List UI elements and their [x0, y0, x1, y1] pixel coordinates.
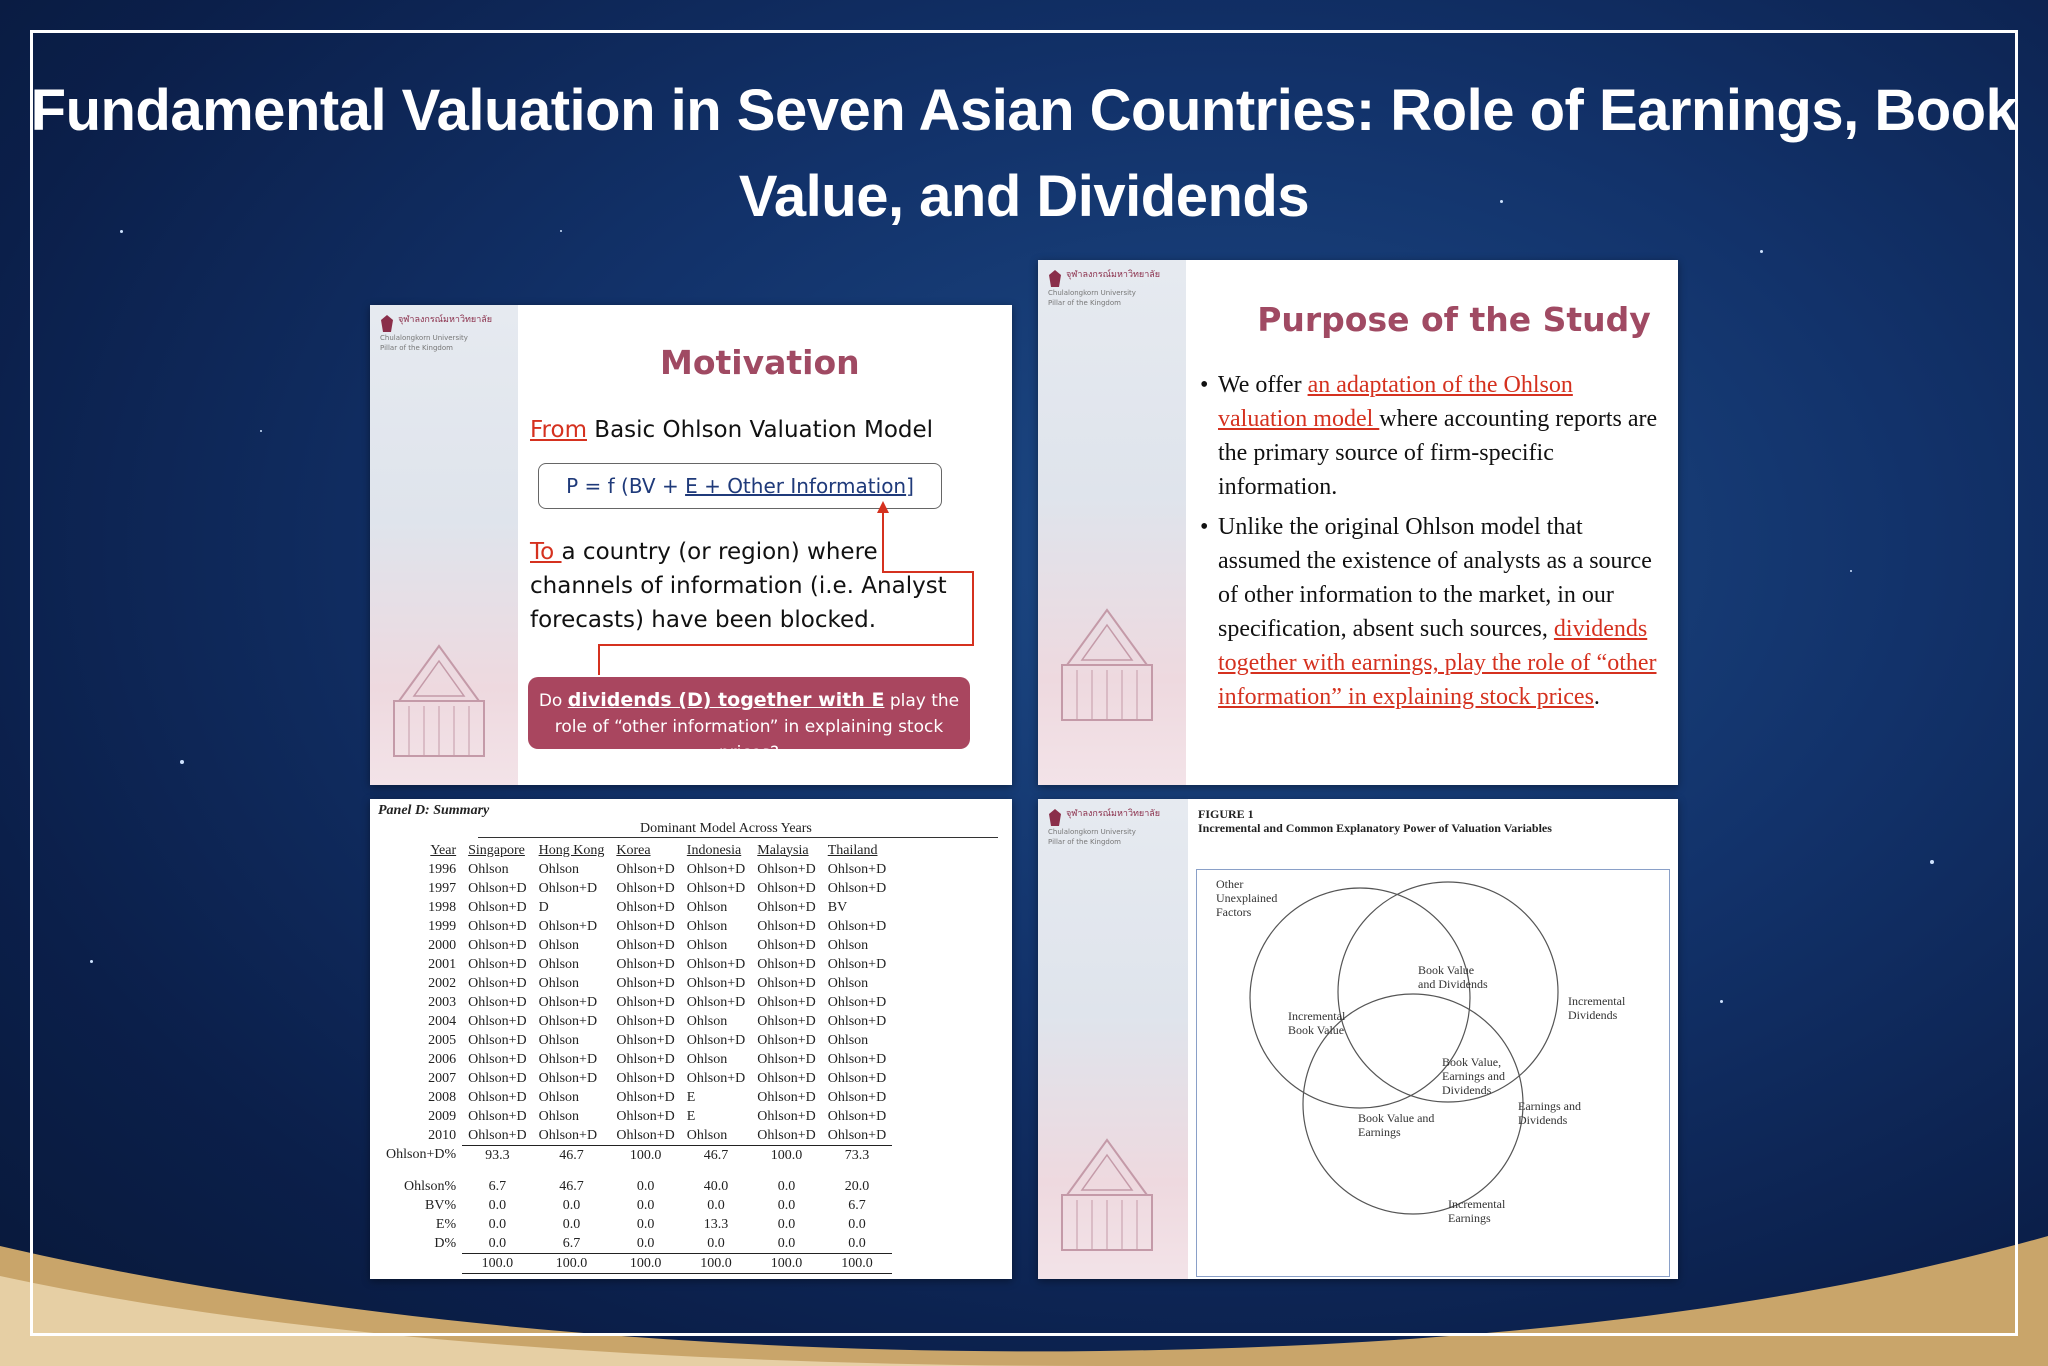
table-cell: Ohlson+D	[616, 1127, 675, 1143]
table-cell: Ohlson+D	[686, 861, 746, 877]
table-cell: Ohlson+D	[468, 956, 527, 972]
table-cell: Ohlson+D	[827, 918, 887, 934]
table-cell: 0.0	[777, 1197, 796, 1213]
table-cell: Ohlson	[686, 918, 728, 934]
table-row	[380, 1126, 892, 1146]
bullet-1-text-a: We offer	[1218, 372, 1308, 398]
table-row	[380, 1031, 892, 1050]
table-cell: Ohlson+D	[468, 1051, 527, 1067]
table-cell: 100.0	[822, 1254, 892, 1274]
table-row	[380, 955, 892, 974]
slide-purpose	[1038, 260, 1678, 785]
table-cell: Ohlson	[827, 1032, 869, 1048]
table-cell: Ohlson+D	[827, 861, 887, 877]
table-header-cell: Thailand	[827, 842, 878, 858]
table-cell: Ohlson+D	[757, 1032, 816, 1048]
table-cell: 0.0	[751, 1234, 821, 1254]
table-cell: 2003	[428, 994, 457, 1010]
table-cell: 46.7	[533, 1146, 611, 1166]
table-cell: Ohlson+D	[757, 1089, 816, 1105]
table-cell: Ohlson+D	[827, 1070, 887, 1086]
label-all-three: Book Value, Earnings and Dividends	[1442, 1055, 1505, 1097]
table-header-cell: Indonesia	[686, 842, 742, 858]
table-cell: 2006	[428, 1051, 457, 1067]
table-cell: Ohlson+D	[538, 880, 598, 896]
label-inc-bv: Incremental Book Value	[1288, 1009, 1346, 1037]
table-cell: 2000	[428, 937, 457, 953]
table-cell: 2004	[428, 1013, 457, 1029]
slide-title: Motivation	[660, 343, 860, 382]
table-cell: 100.0	[533, 1254, 611, 1274]
university-name-en: Chulalongkorn University	[1048, 828, 1136, 836]
table-row	[380, 1234, 892, 1254]
university-name-th: จุฬาลงกรณ์มหาวิทยาลัย	[1066, 270, 1161, 280]
table-cell: 0.0	[562, 1197, 581, 1213]
bullet-2-text-a: Unlike the original Ohlson model that assumed the existence of analysts as a source of other information to the market, in our specification, absent such sources,	[1218, 514, 1652, 642]
table-cell: Ohlson	[538, 937, 580, 953]
table-cell: 0.0	[822, 1234, 892, 1254]
table-cell: Ohlson+D	[757, 975, 816, 991]
label-earn-div: Earnings and Dividends	[1518, 1099, 1581, 1127]
table-cell: Ohlson	[686, 1051, 728, 1067]
table-cell: Ohlson+D	[538, 1013, 598, 1029]
table-cell: 0.0	[562, 1216, 581, 1232]
table-cell: 100.0	[610, 1146, 680, 1166]
table-row	[380, 1012, 892, 1031]
table-cell: E%	[435, 1216, 457, 1232]
table-cell: Ohlson+D	[538, 1051, 598, 1067]
table-cell: Ohlson	[468, 861, 509, 877]
to-rest: a country (or region) where channels of information (i.e. Analyst forecasts) have been blocked.	[530, 539, 947, 633]
table-cell: Ohlson+D	[616, 975, 675, 991]
slide-motivation	[370, 305, 1012, 785]
table-cell: Ohlson+D%	[386, 1147, 457, 1163]
table-cell: 13.3	[703, 1216, 729, 1232]
table-cell: D	[538, 899, 549, 915]
circle-book-value	[1250, 888, 1470, 1108]
spacer-row	[380, 1165, 892, 1177]
table-cell: Ohlson+D	[757, 994, 816, 1010]
table-cell: Ohlson+D	[616, 956, 675, 972]
table-header-cell: Hong Kong	[538, 842, 605, 858]
table-cell: 2009	[428, 1108, 457, 1124]
table-cell: Ohlson+D	[686, 956, 746, 972]
table-cell: 1999	[428, 918, 457, 934]
figure-caption: Incremental and Common Explanatory Power of Valuation Variables	[1198, 821, 1552, 835]
table-cell: Ohlson+D	[827, 994, 887, 1010]
table-row	[380, 860, 892, 879]
table-row	[380, 1088, 892, 1107]
table-row	[380, 1069, 892, 1088]
table-cell: Ohlson+D	[616, 918, 675, 934]
table-cell: 0.0	[488, 1216, 507, 1232]
formula-prefix: P = f (BV +	[566, 474, 686, 498]
university-tagline: Pillar of the Kingdom	[380, 344, 453, 352]
table-cell: 1998	[428, 899, 457, 915]
table-cell: Ohlson+D	[468, 975, 527, 991]
bullet-1-link: an adaptation of the Ohlson valuation model	[1218, 372, 1573, 432]
table-cell: 0.0	[462, 1234, 532, 1254]
table-cell: Ohlson+D	[616, 1089, 675, 1105]
table-cell: Ohlson+D	[468, 1013, 527, 1029]
table-cell: Ohlson+D	[616, 899, 675, 915]
purpose-bullets	[1200, 368, 1660, 714]
university-name-th: จุฬาลงกรณ์มหาวิทยาลัย	[398, 315, 493, 325]
table-cell: Ohlson+D	[468, 937, 527, 953]
table-cell: Ohlson+D	[757, 1070, 816, 1086]
table-cell: E	[686, 1108, 696, 1124]
table-cell: Ohlson+D	[616, 1108, 675, 1124]
table-cell: 6.7	[533, 1234, 611, 1254]
label-inc-div: Incremental Dividends	[1568, 994, 1626, 1022]
table-cell: Ohlson+D	[827, 1013, 887, 1029]
table-header-cell: Malaysia	[757, 842, 809, 858]
table-cell: 2002	[428, 975, 457, 991]
table-cell: Ohlson+D	[757, 1013, 816, 1029]
table-row	[380, 1050, 892, 1069]
table-cell: Ohlson+D	[616, 994, 675, 1010]
table-cell: BV%	[425, 1197, 457, 1213]
table-cell: Ohlson+D	[757, 880, 816, 896]
table-cell: Ohlson+D	[468, 1108, 527, 1124]
table-cell: Ohlson+D	[468, 918, 527, 934]
bullet-1-text-b: where accounting reports are the primary source of firm-specific information.	[1218, 406, 1658, 500]
table-cell: Ohlson+D	[827, 956, 887, 972]
table-cell: 73.3	[822, 1146, 892, 1166]
university-tagline: Pillar of the Kingdom	[1048, 299, 1121, 307]
table-cell: 20.0	[844, 1178, 870, 1194]
table-cell: 2008	[428, 1089, 457, 1105]
table-cell: Ohlson+D	[468, 880, 527, 896]
table-cell: Ohlson	[827, 937, 869, 953]
table-cell: Ohlson+D	[538, 994, 598, 1010]
table-cell: Ohlson+D	[686, 975, 746, 991]
table-cell: Ohlson	[538, 1108, 580, 1124]
slide-summary-table	[370, 799, 1012, 1279]
table-cell: Ohlson	[686, 1013, 728, 1029]
label-bv-earn: Book Value and Earnings	[1358, 1111, 1435, 1139]
table-row	[380, 1196, 892, 1215]
table-row	[380, 1254, 892, 1274]
table-cell: Ohlson+D	[757, 918, 816, 934]
table-cell: Ohlson+D	[538, 1070, 598, 1086]
question-pill	[528, 677, 970, 763]
table-cell: 0.0	[610, 1234, 680, 1254]
table-cell: Ohlson+D	[757, 937, 816, 953]
table-cell: Ohlson+D	[827, 880, 887, 896]
table-header-row	[380, 841, 892, 860]
table-cell: Ohlson+D	[686, 994, 746, 1010]
university-logo	[1048, 270, 1178, 308]
table-row	[380, 1215, 892, 1234]
table-cell: Ohlson+D	[538, 1127, 598, 1143]
table-cell: 1997	[428, 880, 457, 896]
table-cell: 40.0	[703, 1178, 729, 1194]
panel-title: Panel D: Summary	[378, 803, 490, 818]
table-cell: Ohlson+D	[616, 1032, 675, 1048]
table-cell: 46.7	[681, 1146, 751, 1166]
table-cell: Ohlson+D	[616, 880, 675, 896]
table-cell: Ohlson	[538, 956, 580, 972]
table-cell: Ohlson+D	[757, 899, 816, 915]
table-cell: BV	[827, 899, 848, 915]
table-cell: Ohlson+D	[468, 994, 527, 1010]
table-cell: Ohlson	[686, 1127, 728, 1143]
table-cell: Ohlson+D	[538, 918, 598, 934]
table-cell: 6.7	[848, 1197, 866, 1213]
table-cell: 100.0	[681, 1254, 751, 1274]
label-other: Other Unexplained Factors	[1216, 877, 1278, 919]
table-row	[380, 993, 892, 1012]
table-cell: Ohlson+D	[827, 1127, 887, 1143]
table-cell: Ohlson	[538, 1032, 580, 1048]
table-cell: Ohlson	[686, 937, 728, 953]
crest-icon	[1048, 270, 1062, 288]
table-cell: Ohlson+D	[686, 880, 746, 896]
bullet-1: • We offer an adaptation of the Ohlson valuation model where accounting reports are the primary source of firm-specific information.	[1200, 372, 1658, 500]
table-cell: 2010	[428, 1127, 457, 1143]
table-cell: Ohlson	[538, 861, 580, 877]
table-row	[380, 1177, 892, 1196]
table-cell: 46.7	[559, 1178, 584, 1194]
table-row	[380, 879, 892, 898]
formula-link: E + Other Information	[685, 474, 907, 498]
table-cell: Ohlson+D	[757, 956, 816, 972]
table-body	[380, 860, 892, 1274]
from-rest: Basic Ohlson Valuation Model	[586, 417, 934, 443]
table-caption: Dominant Model Across Years	[640, 821, 812, 836]
table-cell: Ohlson+D	[757, 861, 816, 877]
table-cell: 0.0	[777, 1178, 796, 1194]
from-word: From	[530, 417, 587, 443]
label-bv-div: Book Value and Dividends	[1418, 963, 1488, 991]
bullet-2-text-b: .	[1593, 684, 1600, 710]
building-icon	[1052, 605, 1162, 725]
table-cell: Ohlson	[538, 975, 580, 991]
summary-table	[380, 841, 892, 1274]
table-cell	[380, 1254, 462, 1274]
to-word: To	[530, 539, 562, 565]
university-name-en: Chulalongkorn University	[1048, 289, 1136, 297]
table-row	[380, 1107, 892, 1126]
table-cell: 0.0	[488, 1197, 507, 1213]
table-cell: E	[686, 1089, 696, 1105]
table-cell: Ohlson+D	[686, 1032, 746, 1048]
table-cell: Ohlson%	[404, 1178, 457, 1194]
page-title: Fundamental Valuation in Seven Asian Countries: Role of Earnings, Book Value, and Dividends	[30, 78, 2018, 229]
table-cell: 0.0	[848, 1216, 866, 1232]
table-row	[380, 917, 892, 936]
table-cell: 0.0	[636, 1178, 655, 1194]
table-cell: Ohlson+D	[827, 1089, 887, 1105]
university-name-en: Chulalongkorn University	[380, 334, 468, 342]
table-cell: Ohlson	[686, 899, 728, 915]
table-cell: Ohlson+D	[757, 1051, 816, 1067]
bullet-2-link: dividends together with earnings, play the role of “other information” in explaining stock prices	[1218, 616, 1657, 710]
table-cell: Ohlson+D	[827, 1051, 887, 1067]
table-cell: Ohlson+D	[468, 1127, 527, 1143]
venn-diagram	[1038, 799, 1678, 1279]
table-cell: Ohlson+D	[616, 1013, 675, 1029]
table-cell: Ohlson+D	[827, 1108, 887, 1124]
table-cell: Ohlson+D	[616, 1051, 675, 1067]
table-cell: 0.0	[636, 1216, 655, 1232]
table-cell: 6.7	[488, 1178, 507, 1194]
label-inc-earn: Incremental Earnings	[1448, 1197, 1506, 1225]
question-suffix: play the role of “other information” in explaining stock prices?	[554, 691, 960, 763]
table-cell: Ohlson+D	[616, 1070, 675, 1086]
table-cell: Ohlson+D	[616, 861, 675, 877]
table-cell: 93.3	[462, 1146, 532, 1166]
question-bold: dividends (D) together with E	[567, 689, 885, 711]
slide-title: Purpose of the Study	[1257, 300, 1651, 339]
table-cell: Ohlson+D	[616, 937, 675, 953]
formula-suffix: ]	[906, 474, 914, 498]
question-prefix: Do	[538, 691, 568, 711]
slide-sidebar	[1038, 260, 1186, 785]
bullet-2: • Unlike the original Ohlson model that assumed the existence of analysts as a source of other information to the market, in our specification, absent such sources, dividends together with earnings, play the role of “other information” in explaining stock prices.	[1200, 514, 1657, 710]
table-cell: Ohlson+D	[468, 1070, 527, 1086]
table-cell: Ohlson	[827, 975, 869, 991]
table-cell: D%	[434, 1235, 457, 1251]
table-header-cell: Year	[430, 842, 457, 858]
table-cell: Ohlson	[538, 1089, 580, 1105]
table-cell: 100.0	[751, 1254, 821, 1274]
table-cell: 100.0	[610, 1254, 680, 1274]
table-header-cell: Korea	[616, 842, 651, 858]
table-cell: 2005	[428, 1032, 457, 1048]
university-tagline: Pillar of the Kingdom	[1048, 838, 1121, 846]
table-cell: 100.0	[751, 1146, 821, 1166]
table-row	[380, 1146, 892, 1166]
table-cell: 100.0	[462, 1254, 532, 1274]
table-cell: 0.0	[681, 1234, 751, 1254]
table-cell: Ohlson+D	[757, 1108, 816, 1124]
slide-figure	[1038, 799, 1678, 1279]
table-row	[380, 898, 892, 917]
table-cell: 2007	[428, 1070, 457, 1086]
table-cell: 2001	[428, 956, 457, 972]
figure-label: FIGURE 1	[1198, 807, 1254, 821]
table-cell: 0.0	[707, 1197, 725, 1213]
table-cell: Ohlson+D	[468, 1089, 527, 1105]
table-cell: Ohlson+D	[757, 1127, 816, 1143]
table-row	[380, 936, 892, 955]
table-cell: 0.0	[777, 1216, 796, 1232]
university-name-th: จุฬาลงกรณ์มหาวิทยาลัย	[1066, 809, 1161, 819]
table-cell: Ohlson+D	[468, 1032, 527, 1048]
table-row	[380, 974, 892, 993]
table-header-cell: Singapore	[468, 842, 525, 858]
table-cell: 1996	[428, 861, 457, 877]
table-cell: 0.0	[636, 1197, 655, 1213]
table-cell: Ohlson+D	[686, 1070, 746, 1086]
caption-rule	[478, 837, 998, 838]
table-cell: Ohlson+D	[468, 899, 527, 915]
